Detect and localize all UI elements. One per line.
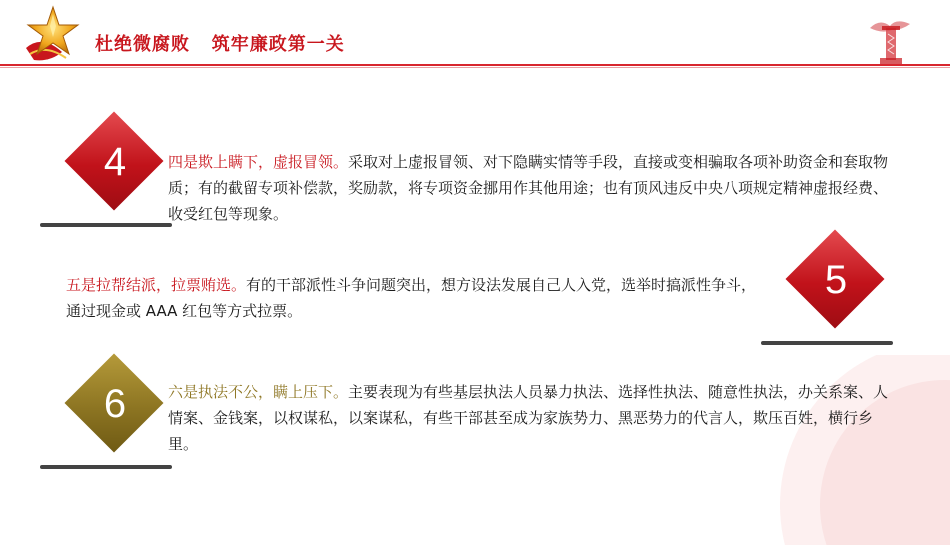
item-body: 有的干部派性斗争问题突出，想方设法发展自己人入党，选举时搞派性争斗，通过现金或 AAA 红包等方式拉票。 <box>66 276 757 320</box>
item-number: 4 <box>103 140 127 184</box>
badge-shadow <box>40 223 172 227</box>
star-icon <box>22 4 84 64</box>
item-5-badge <box>786 238 886 348</box>
item-4-text <box>168 149 893 227</box>
item-body: 主要表现为有些基层执法人员暴力执法、选择性执法、随意性执法，办关系案、人情案、金钱案，以权谋私，以案谋私，有些干部甚至成为家族势力、黑恶势力的代言人，欺压百姓，横行乡里。 <box>168 383 889 453</box>
item-5-text <box>66 272 761 324</box>
header-divider-thin <box>0 67 950 68</box>
page-title: 杜绝微腐败 筑牢廉政第一关 <box>95 34 345 55</box>
item-lead: 五是拉帮结派，拉票贿选。 <box>66 276 247 294</box>
item-lead: 六是执法不公，瞒上压下。 <box>168 383 349 401</box>
huabiao-pillar-icon <box>866 14 916 66</box>
item-6-badge <box>65 362 165 472</box>
header <box>0 0 950 70</box>
item-body: 采取对上虚报冒领、对下隐瞒实情等手段，直接或变相骗取各项补助资金和套取物质；有的截留专项补偿款，奖励款，将专项资金挪用作其他用途；也有顶风违反中央八项规定精神虚报经费、收受红包等现象。 <box>168 153 889 223</box>
item-number: 6 <box>103 382 127 426</box>
item-number: 5 <box>824 258 848 302</box>
header-divider <box>0 64 950 66</box>
item-4-badge <box>65 120 165 230</box>
badge-shadow <box>761 341 893 345</box>
item-lead: 四是欺上瞒下，虚报冒领。 <box>168 153 349 171</box>
badge-shadow <box>40 465 172 469</box>
item-6-text <box>168 379 893 457</box>
